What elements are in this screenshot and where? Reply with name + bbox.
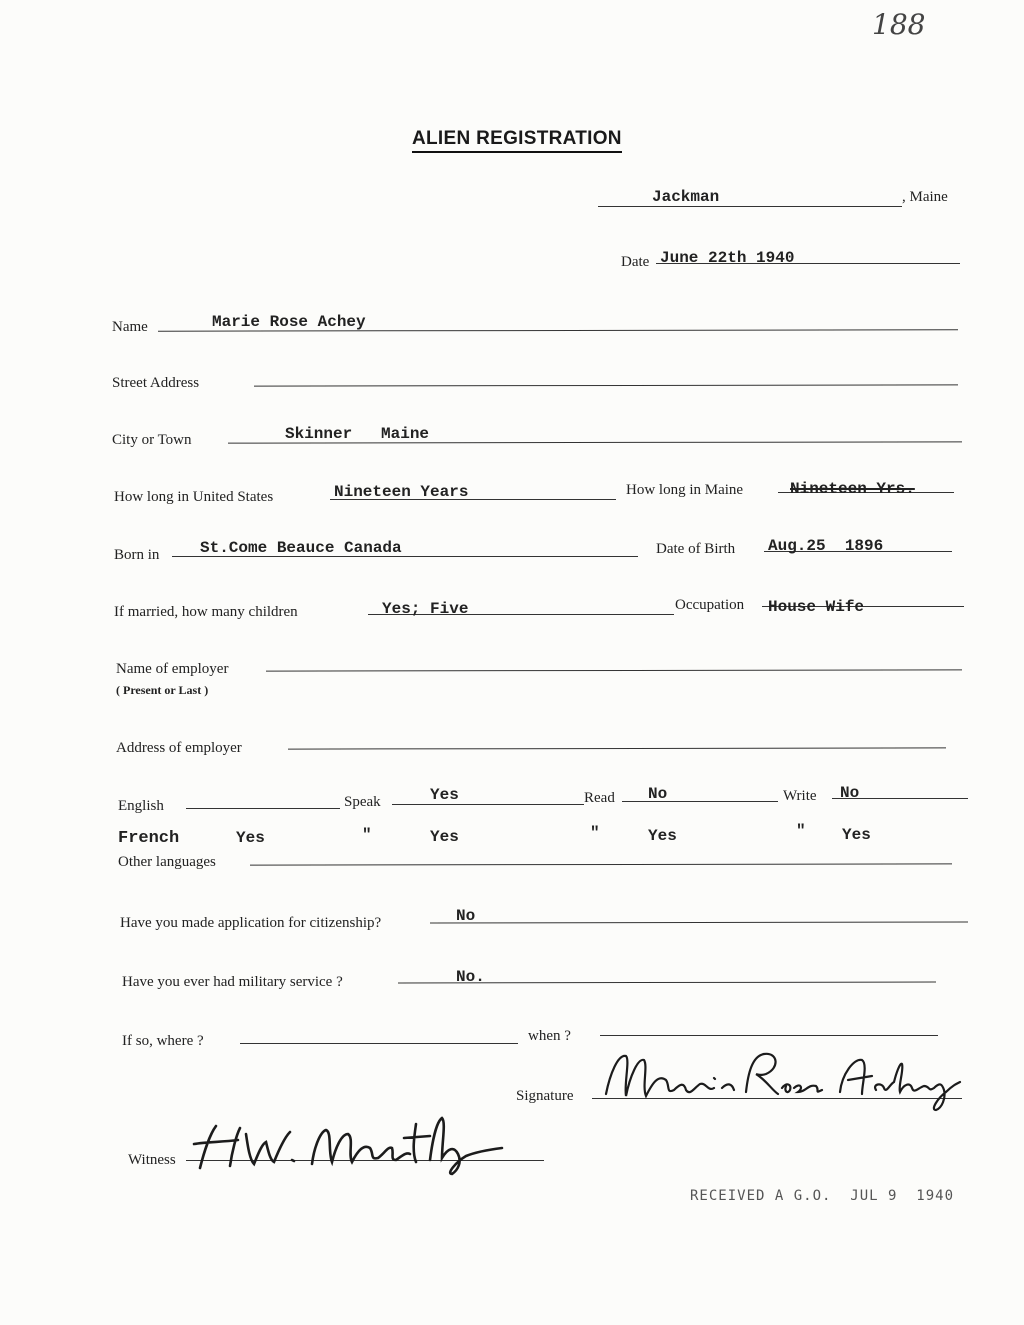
english-write-label: Write [783, 788, 817, 804]
where-line [240, 1043, 518, 1044]
english-speak-line [392, 804, 584, 805]
witness-signature-graphic [186, 1108, 526, 1178]
employer-sublabel: ( Present or Last ) [116, 683, 209, 697]
french-value: Yes [236, 829, 265, 847]
other-languages-label: Other languages [118, 854, 216, 870]
military-label: Have you ever had military service ? [122, 974, 343, 990]
where-label: If so, where ? [122, 1033, 204, 1049]
when-label: when ? [528, 1028, 571, 1044]
name-value: Marie Rose Achey [212, 313, 366, 331]
street-label: Street Address [112, 375, 200, 391]
employer-label: Name of employer [116, 661, 229, 677]
how-long-maine-value: Nineteen Yrs. [790, 480, 915, 498]
how-long-us-label: How long in United States [114, 489, 274, 505]
english-read-line [622, 801, 778, 802]
english-speak-label: Speak [344, 794, 381, 810]
when-line [600, 1035, 938, 1036]
occupation-value: House Wife [768, 598, 865, 616]
french-speak-value: Yes [430, 828, 459, 846]
english-line [186, 808, 340, 809]
french-label: French [118, 829, 180, 848]
dob-value: Aug.25 1896 [768, 537, 884, 555]
street-line [254, 384, 958, 386]
town-value: Jackman [652, 188, 720, 206]
english-speak-value: Yes [430, 786, 459, 804]
citizenship-value: No [456, 907, 476, 925]
occupation-label: Occupation [675, 597, 745, 613]
date-value: June 22th 1940 [660, 249, 795, 267]
english-read-label: Read [584, 790, 615, 806]
french-write-value: Yes [842, 826, 871, 844]
citizenship-line [430, 922, 968, 924]
children-value: Yes; Five [382, 600, 469, 618]
employer-line [266, 669, 962, 671]
city-label: City or Town [112, 432, 192, 448]
french-read-value: Yes [648, 827, 677, 845]
witness-label: Witness [128, 1152, 176, 1168]
date-label: Date [621, 254, 650, 270]
french-write-ditto: " [796, 822, 806, 840]
french-speak-ditto: " [362, 826, 372, 844]
military-value: No. [456, 968, 485, 986]
other-languages-line [250, 863, 952, 865]
page-number: 188 [872, 8, 926, 41]
french-read-ditto: " [590, 824, 600, 842]
citizenship-label: Have you made application for citizenship? [120, 915, 382, 931]
english-write-value: No [840, 784, 860, 802]
received-stamp: RECEIVED A G.O. JUL 9 1940 [690, 1188, 955, 1204]
city-value: Skinner Maine [285, 425, 430, 443]
born-label: Born in [114, 547, 160, 563]
english-read-value: No [648, 785, 668, 803]
town-line [598, 206, 902, 207]
born-value: St.Come Beauce Canada [200, 539, 402, 557]
form-title: ALIEN REGISTRATION [412, 128, 622, 153]
children-label: If married, how many children [114, 604, 298, 620]
state-label: , Maine [902, 189, 948, 205]
english-label: English [118, 798, 164, 814]
employer-address-label: Address of employer [116, 740, 242, 756]
dob-label: Date of Birth [656, 541, 736, 557]
how-long-us-value: Nineteen Years [334, 483, 469, 501]
employer-address-line [288, 747, 946, 749]
how-long-maine-label: How long in Maine [626, 482, 744, 498]
signature-label: Signature [516, 1088, 574, 1104]
name-label: Name [112, 319, 148, 335]
signature-graphic [596, 1044, 968, 1114]
